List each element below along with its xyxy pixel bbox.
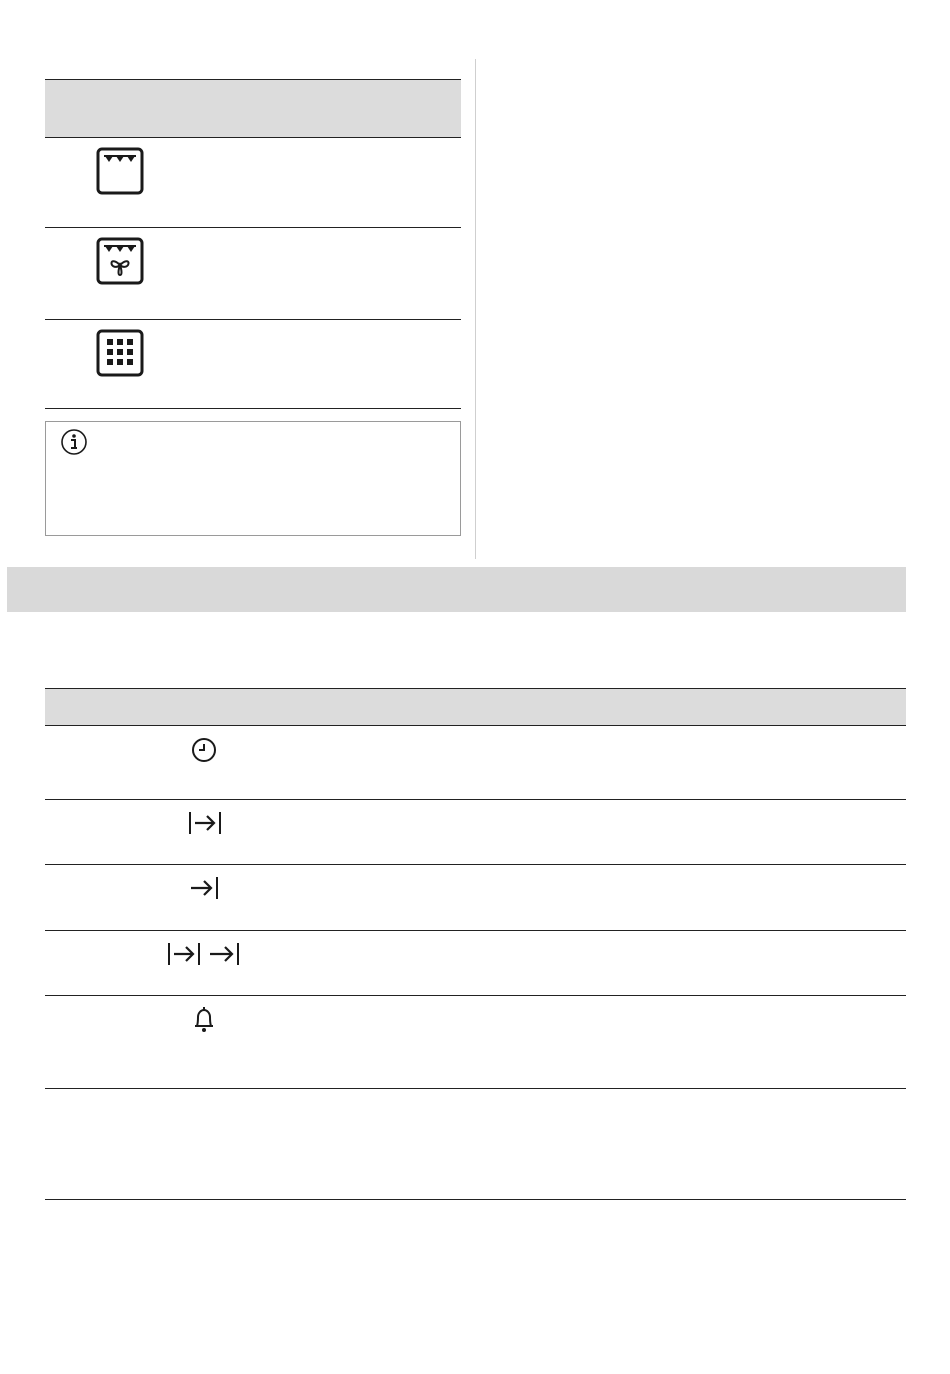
oven-top-heat-icon — [96, 147, 144, 195]
table-row — [45, 865, 906, 931]
table-row — [45, 996, 906, 1089]
section-heading-band — [7, 567, 906, 612]
info-icon — [60, 428, 88, 456]
table-header — [45, 79, 461, 138]
clock-icon — [190, 736, 218, 766]
heating-functions-table — [45, 79, 461, 409]
table-row — [45, 1089, 906, 1200]
table-row — [45, 931, 906, 996]
table-header — [45, 688, 906, 726]
end-arrow-icon — [189, 875, 221, 905]
duration-arrow-icon — [187, 810, 223, 840]
duration-end-arrows-icon — [166, 941, 242, 971]
keypad-grid-icon — [96, 329, 144, 377]
oven-top-heat-fan-icon — [96, 237, 144, 285]
bell-icon — [192, 1006, 216, 1036]
table-row — [45, 228, 461, 320]
column-divider — [475, 59, 476, 559]
table-row — [45, 726, 906, 800]
clock-functions-table — [45, 688, 906, 1200]
table-row — [45, 138, 461, 228]
table-row — [45, 800, 906, 865]
table-row — [45, 320, 461, 409]
info-note-box — [45, 421, 461, 536]
